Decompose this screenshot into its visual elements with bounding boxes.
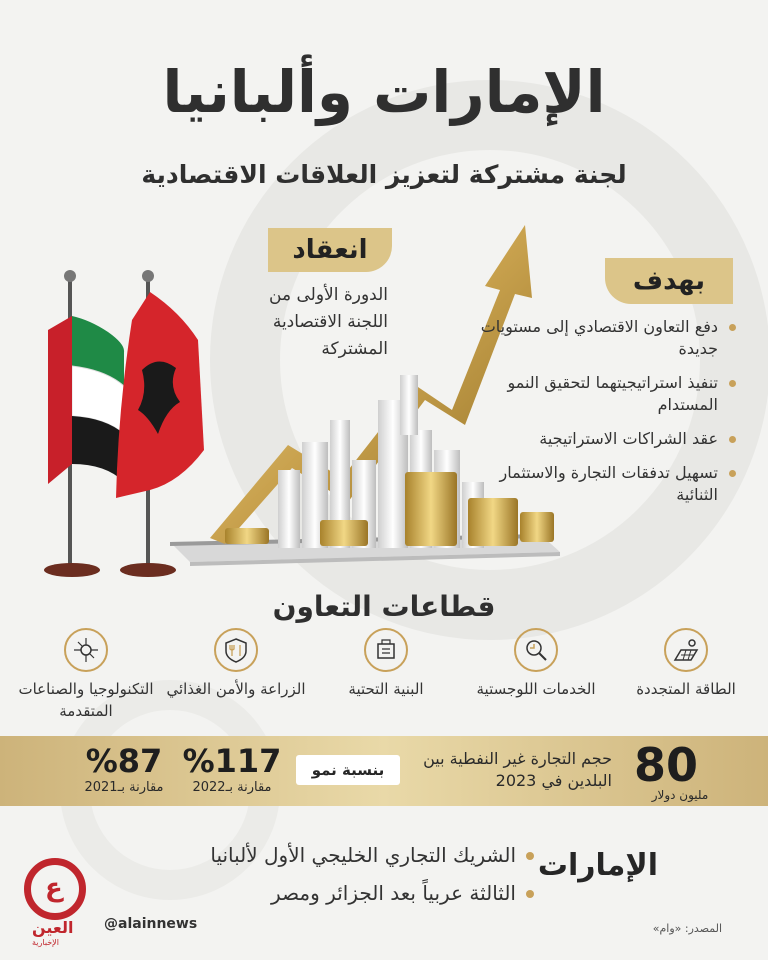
alain-logo-icon bbox=[24, 858, 86, 920]
sector-agriculture bbox=[162, 628, 310, 700]
sector-label: الطاقة المتجددة bbox=[636, 680, 736, 698]
trade-label: حجم التجارة غير النفطية بين البلدين في 2023 bbox=[423, 749, 612, 790]
goal-item: دفع التعاون الاقتصادي إلى مستويات جديدة bbox=[478, 316, 738, 360]
logo-mark: ع bbox=[45, 873, 63, 903]
growth-2021-label: مقارنة بـ2021 bbox=[84, 780, 164, 795]
sectors-title: قطاعات التعاون bbox=[272, 590, 496, 623]
uae-facts bbox=[196, 842, 536, 918]
sector-infrastructure bbox=[312, 628, 460, 700]
sector-technology bbox=[12, 628, 160, 722]
sector-label: الخدمات اللوجستية bbox=[476, 680, 596, 698]
page-title: الإمارات وألبانيا bbox=[162, 58, 606, 126]
meeting-text: الدورة الأولى من اللجنة الاقتصادية المشتركة bbox=[269, 285, 388, 359]
sector-label: الزراعة والأمن الغذائي bbox=[166, 680, 306, 698]
growth-label: بنسبة نمو bbox=[296, 755, 400, 785]
logistics-icon bbox=[514, 628, 558, 672]
sector-label: البنية التحتية bbox=[348, 680, 424, 698]
source-credit: المصدر: «وام» bbox=[652, 922, 722, 935]
sector-label: التكنولوجيا والصناعات المتقدمة bbox=[18, 680, 154, 720]
goal-list bbox=[478, 316, 738, 518]
growth-2022-value: %117 bbox=[182, 742, 282, 780]
uae-label: الإمارات bbox=[537, 848, 658, 883]
goal-item: عقد الشراكات الاستراتيجية bbox=[478, 428, 738, 450]
goal-badge: بهدف bbox=[605, 258, 733, 304]
social-handle[interactable]: @alainnews bbox=[104, 916, 198, 932]
page-subtitle: لجنة مشتركة لتعزيز العلاقات الاقتصادية bbox=[141, 160, 627, 189]
sector-renewable-energy bbox=[612, 628, 760, 700]
goal-item: تنفيذ استراتيجيتهما لتحقيق النمو المستدام bbox=[478, 372, 738, 416]
meeting-badge: انعقاد bbox=[268, 228, 392, 272]
trade-value: 80 bbox=[634, 738, 699, 792]
sector-logistics bbox=[462, 628, 610, 700]
infrastructure-icon bbox=[364, 628, 408, 672]
renewable-energy-icon bbox=[664, 628, 708, 672]
growth-2022-label: مقارنة بـ2022 bbox=[192, 780, 272, 795]
agriculture-icon bbox=[214, 628, 258, 672]
fact-item: الثالثة عربياً بعد الجزائر ومصر bbox=[196, 880, 536, 906]
technology-icon bbox=[64, 628, 108, 672]
logo-name: العين bbox=[32, 918, 74, 937]
logo-subtitle: الإخبارية bbox=[32, 938, 59, 947]
albania-flag-icon bbox=[116, 270, 204, 577]
uae-flag-icon bbox=[44, 270, 124, 577]
trade-unit: مليون دولار bbox=[651, 788, 709, 802]
goal-item: تسهيل تدفقات التجارة والاستثمار الثنائية bbox=[478, 462, 738, 506]
fact-item: الشريك التجاري الخليجي الأول لألبانيا bbox=[196, 842, 536, 868]
growth-2021-value: %87 bbox=[85, 742, 163, 780]
